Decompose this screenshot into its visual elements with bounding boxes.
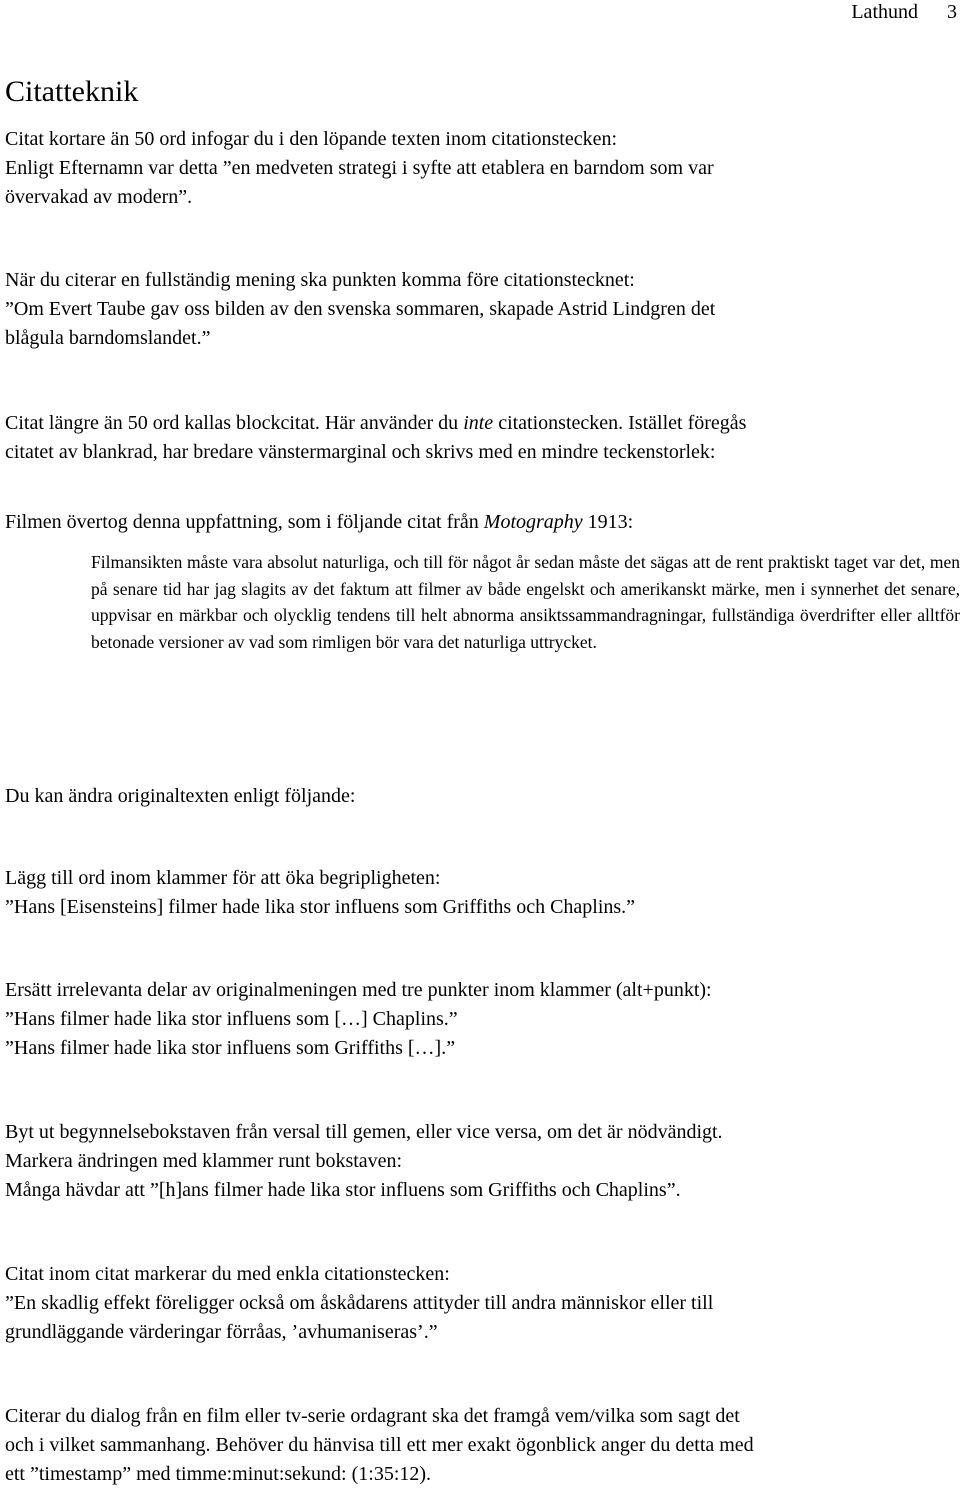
paragraph-ellipsis <box>5 976 960 1063</box>
text-line: och i vilket sammanhang. Behöver du hänvisa till ett mer exakt ögonblick anger du detta med <box>5 1434 754 1456</box>
block-quote-text: Filmansikten måste vara absolut naturliga, och till för något år sedan måste det sägas att de rent praktiskt taget var det, men på senare tid har jag slagits av det faktum att filmer av både engelskt och amerikanskt märke, men i synnerhet det senare, uppvisar en märkbar och olycklig tendens till helt abnorma ansiktssammandragningar, fullständiga överdrifter eller alltför betonade versioner av vad som rimligen bör vara det naturliga uttrycket. <box>91 552 960 652</box>
paragraph-block-quote-intro <box>5 409 960 467</box>
text-line: citatet av blankrad, har bredare vänstermarginal och skrivs med en mindre teckenstorlek: <box>5 441 716 463</box>
text-span: Citat längre än 50 ord kallas blockcitat. Här använder du <box>5 412 464 434</box>
text-line <box>5 409 960 438</box>
text-line: Citerar du dialog från en film eller tv-serie ordagrant ska det framgå vem/vilka som sagt det <box>5 1405 740 1427</box>
paragraph-dialog <box>5 1402 960 1489</box>
text-line: När du citerar en fullständig mening ska punkten komma före citationstecknet: <box>5 269 635 291</box>
paragraph-motography-intro <box>5 508 960 537</box>
section-heading: Citatteknik <box>5 75 139 108</box>
text-line: övervakad av modern”. <box>5 186 193 208</box>
emphasis: Motography <box>483 511 583 533</box>
text-line: Enligt Efternamn var detta ”en medveten strategi i syfte att etablera en barndom som var <box>5 157 714 179</box>
text-line: ”En skadlig effekt föreligger också om åskådarens attityder till andra människor eller till <box>5 1292 714 1314</box>
text-line: Citat inom citat markerar du med enkla citationstecken: <box>5 1263 450 1285</box>
text-line: blågula barndomslandet.” <box>5 327 211 349</box>
text-line: Markera ändringen med klammer runt bokstaven: <box>5 1150 403 1172</box>
paragraph-capitalization <box>5 1118 960 1205</box>
text-line: ”Om Evert Taube gav oss bilden av den svenska sommaren, skapade Astrid Lindgren det <box>5 298 716 320</box>
text-line: ”Hans filmer hade lika stor influens som Griffiths […].” <box>5 1037 456 1059</box>
page-number: 3 <box>947 1 957 23</box>
block-quote <box>91 549 960 655</box>
paragraph-short-quote <box>5 125 960 212</box>
page-header <box>0 1 960 25</box>
text-line: Många hävdar att ”[h]ans filmer hade lika stor influens som Griffiths och Chaplins”. <box>5 1179 681 1201</box>
emphasis: inte <box>463 412 494 434</box>
text-line: Lägg till ord inom klammer för att öka begripligheten: <box>5 867 441 889</box>
paragraph-edit-intro <box>5 782 960 811</box>
text-line: ett ”timestamp” med timme:minut:sekund: (1:35:12). <box>5 1463 432 1485</box>
paragraph-full-sentence-quote <box>5 266 960 353</box>
text-line: Citat kortare än 50 ord infogar du i den löpande texten inom citationstecken: <box>5 128 618 150</box>
text-line: Ersätt irrelevanta delar av originalmeningen med tre punkter inom klammer (alt+punkt): <box>5 979 712 1001</box>
text-line: grundläggande värderingar förråas, ’avhumaniseras’.” <box>5 1321 438 1343</box>
text-span: citationstecken. Istället föregås <box>493 412 747 434</box>
header-title: Lathund <box>851 1 918 23</box>
text-line: Byt ut begynnelsebokstaven från versal till gemen, eller vice versa, om det är nödvändigt. <box>5 1121 723 1143</box>
text-span: Filmen övertog denna uppfattning, som i följande citat från <box>5 511 484 533</box>
text-line: Du kan ändra originaltexten enligt följande: <box>5 785 356 807</box>
text-line: ”Hans filmer hade lika stor influens som […] Chaplins.” <box>5 1008 458 1030</box>
paragraph-add-words <box>5 864 960 922</box>
text-line: ”Hans [Eisensteins] filmer hade lika stor influens som Griffiths och Chaplins.” <box>5 896 636 918</box>
paragraph-nested-quote <box>5 1260 960 1347</box>
text-span: 1913: <box>582 511 634 533</box>
text-line <box>5 508 960 537</box>
